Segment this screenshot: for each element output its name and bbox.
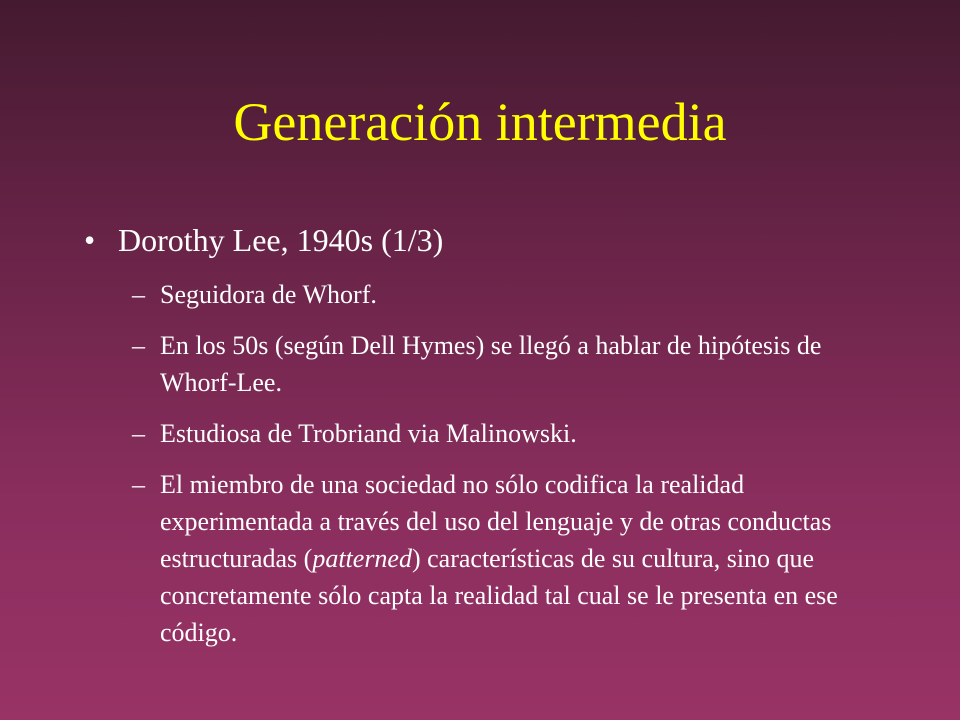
sub-bullet-text-italic: patterned xyxy=(312,544,412,573)
sub-bullet-item xyxy=(80,415,880,452)
sub-bullet-item xyxy=(80,276,880,313)
sub-bullet-item xyxy=(80,327,880,401)
sub-bullet-text: Seguidora de Whorf. xyxy=(160,280,377,309)
sub-bullet-text: Estudiosa de Trobriand via Malinowski. xyxy=(160,419,577,448)
slide-content xyxy=(80,218,900,665)
sub-bullet-list xyxy=(80,276,900,651)
sub-bullet-text-before: El miembro de una sociedad no sólo codifica la realidad experimentada a través del uso del lenguaje y de otras conductas estructuradas ( xyxy=(160,470,832,573)
dash-marker: – xyxy=(132,331,145,360)
sub-bullet-text-after: ) características de su cultura, sino que concretamente sólo capta la realidad tal cual se le presenta en ese código. xyxy=(160,544,838,647)
bullet-item xyxy=(80,218,900,262)
bullet-marker: • xyxy=(84,222,96,258)
bullet-text: Dorothy Lee, 1940s (1/3) xyxy=(118,222,444,258)
dash-marker: – xyxy=(132,280,145,309)
slide-title: Generación intermedia xyxy=(233,92,727,152)
sub-bullet-item xyxy=(80,466,880,651)
dash-marker: – xyxy=(132,470,145,499)
dash-marker: – xyxy=(132,419,145,448)
sub-bullet-text: En los 50s (según Dell Hymes) se llegó a hablar de hipótesis de Whorf-Lee. xyxy=(160,331,822,397)
